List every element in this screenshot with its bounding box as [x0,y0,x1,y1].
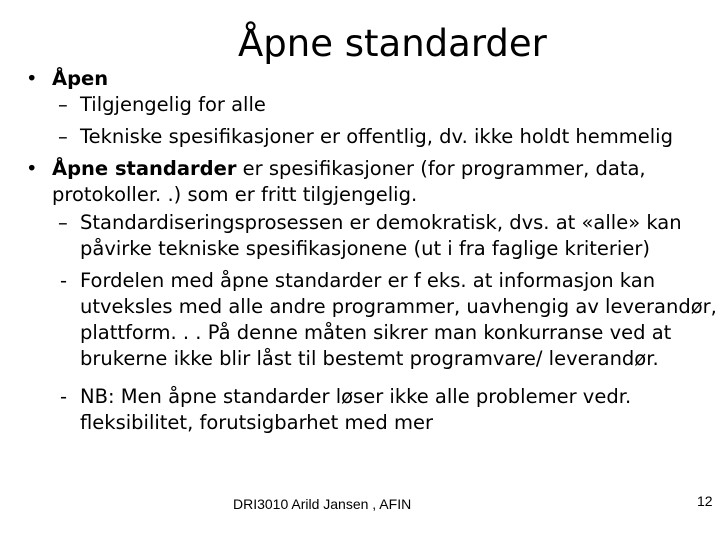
bullet-2-sub-2-line-3: plattform. . . På denne måten sikrer man konkurranse ved at [80,321,672,344]
bullet-2-sub-2-line-4: brukerne ikke blir låst til bestemt programvare/ leverandør. [80,347,659,370]
bullet-2-sub-3-line-1: NB: Men åpne standarder løser ikke alle problemer vedr. [80,385,632,408]
bullet-2-sub-1-line-1: Standardiseringsprosessen er demokratisk, dvs. at «alle» kan [80,211,682,234]
hyphen-marker: - [60,385,68,408]
bullet-2-sub-2-line-1: Fordelen med åpne standarder er f eks. at informasjon kan [80,269,656,292]
bullet-1-text [52,66,108,92]
bullet-2-sub-2-line-2: utveksles med alle andre programmer, uavhengig av leverandør, [80,295,717,318]
bullet-2-bold: Åpne standarder [52,157,237,180]
slide-footer: DRI3010 Arild Jansen , AFIN [233,496,412,512]
bullet-1-sub-1: Tilgjengelig for alle [80,93,266,116]
dash-marker: – [58,93,68,116]
slide-title: Åpne standarder [238,22,547,65]
bullet-2-sub-1-line-2: påvirke tekniske spesifikasjonene (ut i fra faglige kriterier) [80,237,650,260]
bullet-2-line-1 [52,156,646,182]
dash-marker: – [58,125,68,148]
bullet-1-sub-2: Tekniske spesifikasjoner er offentlig, dv. ikke holdt hemmelig [80,125,673,148]
bullet-marker: • [26,157,38,180]
bullet-1-bold: Åpen [52,67,109,90]
page-number: 12 [697,493,713,509]
bullet-2-sub-3-line-2: fleksibilitet, forutsigbarhet med mer [80,411,434,434]
bullet-marker: • [26,67,38,90]
bullet-2-line-1-rest: er spesifikasjoner (for programmer, data, [236,157,646,180]
bullet-2-line-2: protokoller. .) som er fritt tilgjengelig. [52,183,418,206]
dash-marker: – [58,211,68,234]
hyphen-marker: - [60,269,68,292]
